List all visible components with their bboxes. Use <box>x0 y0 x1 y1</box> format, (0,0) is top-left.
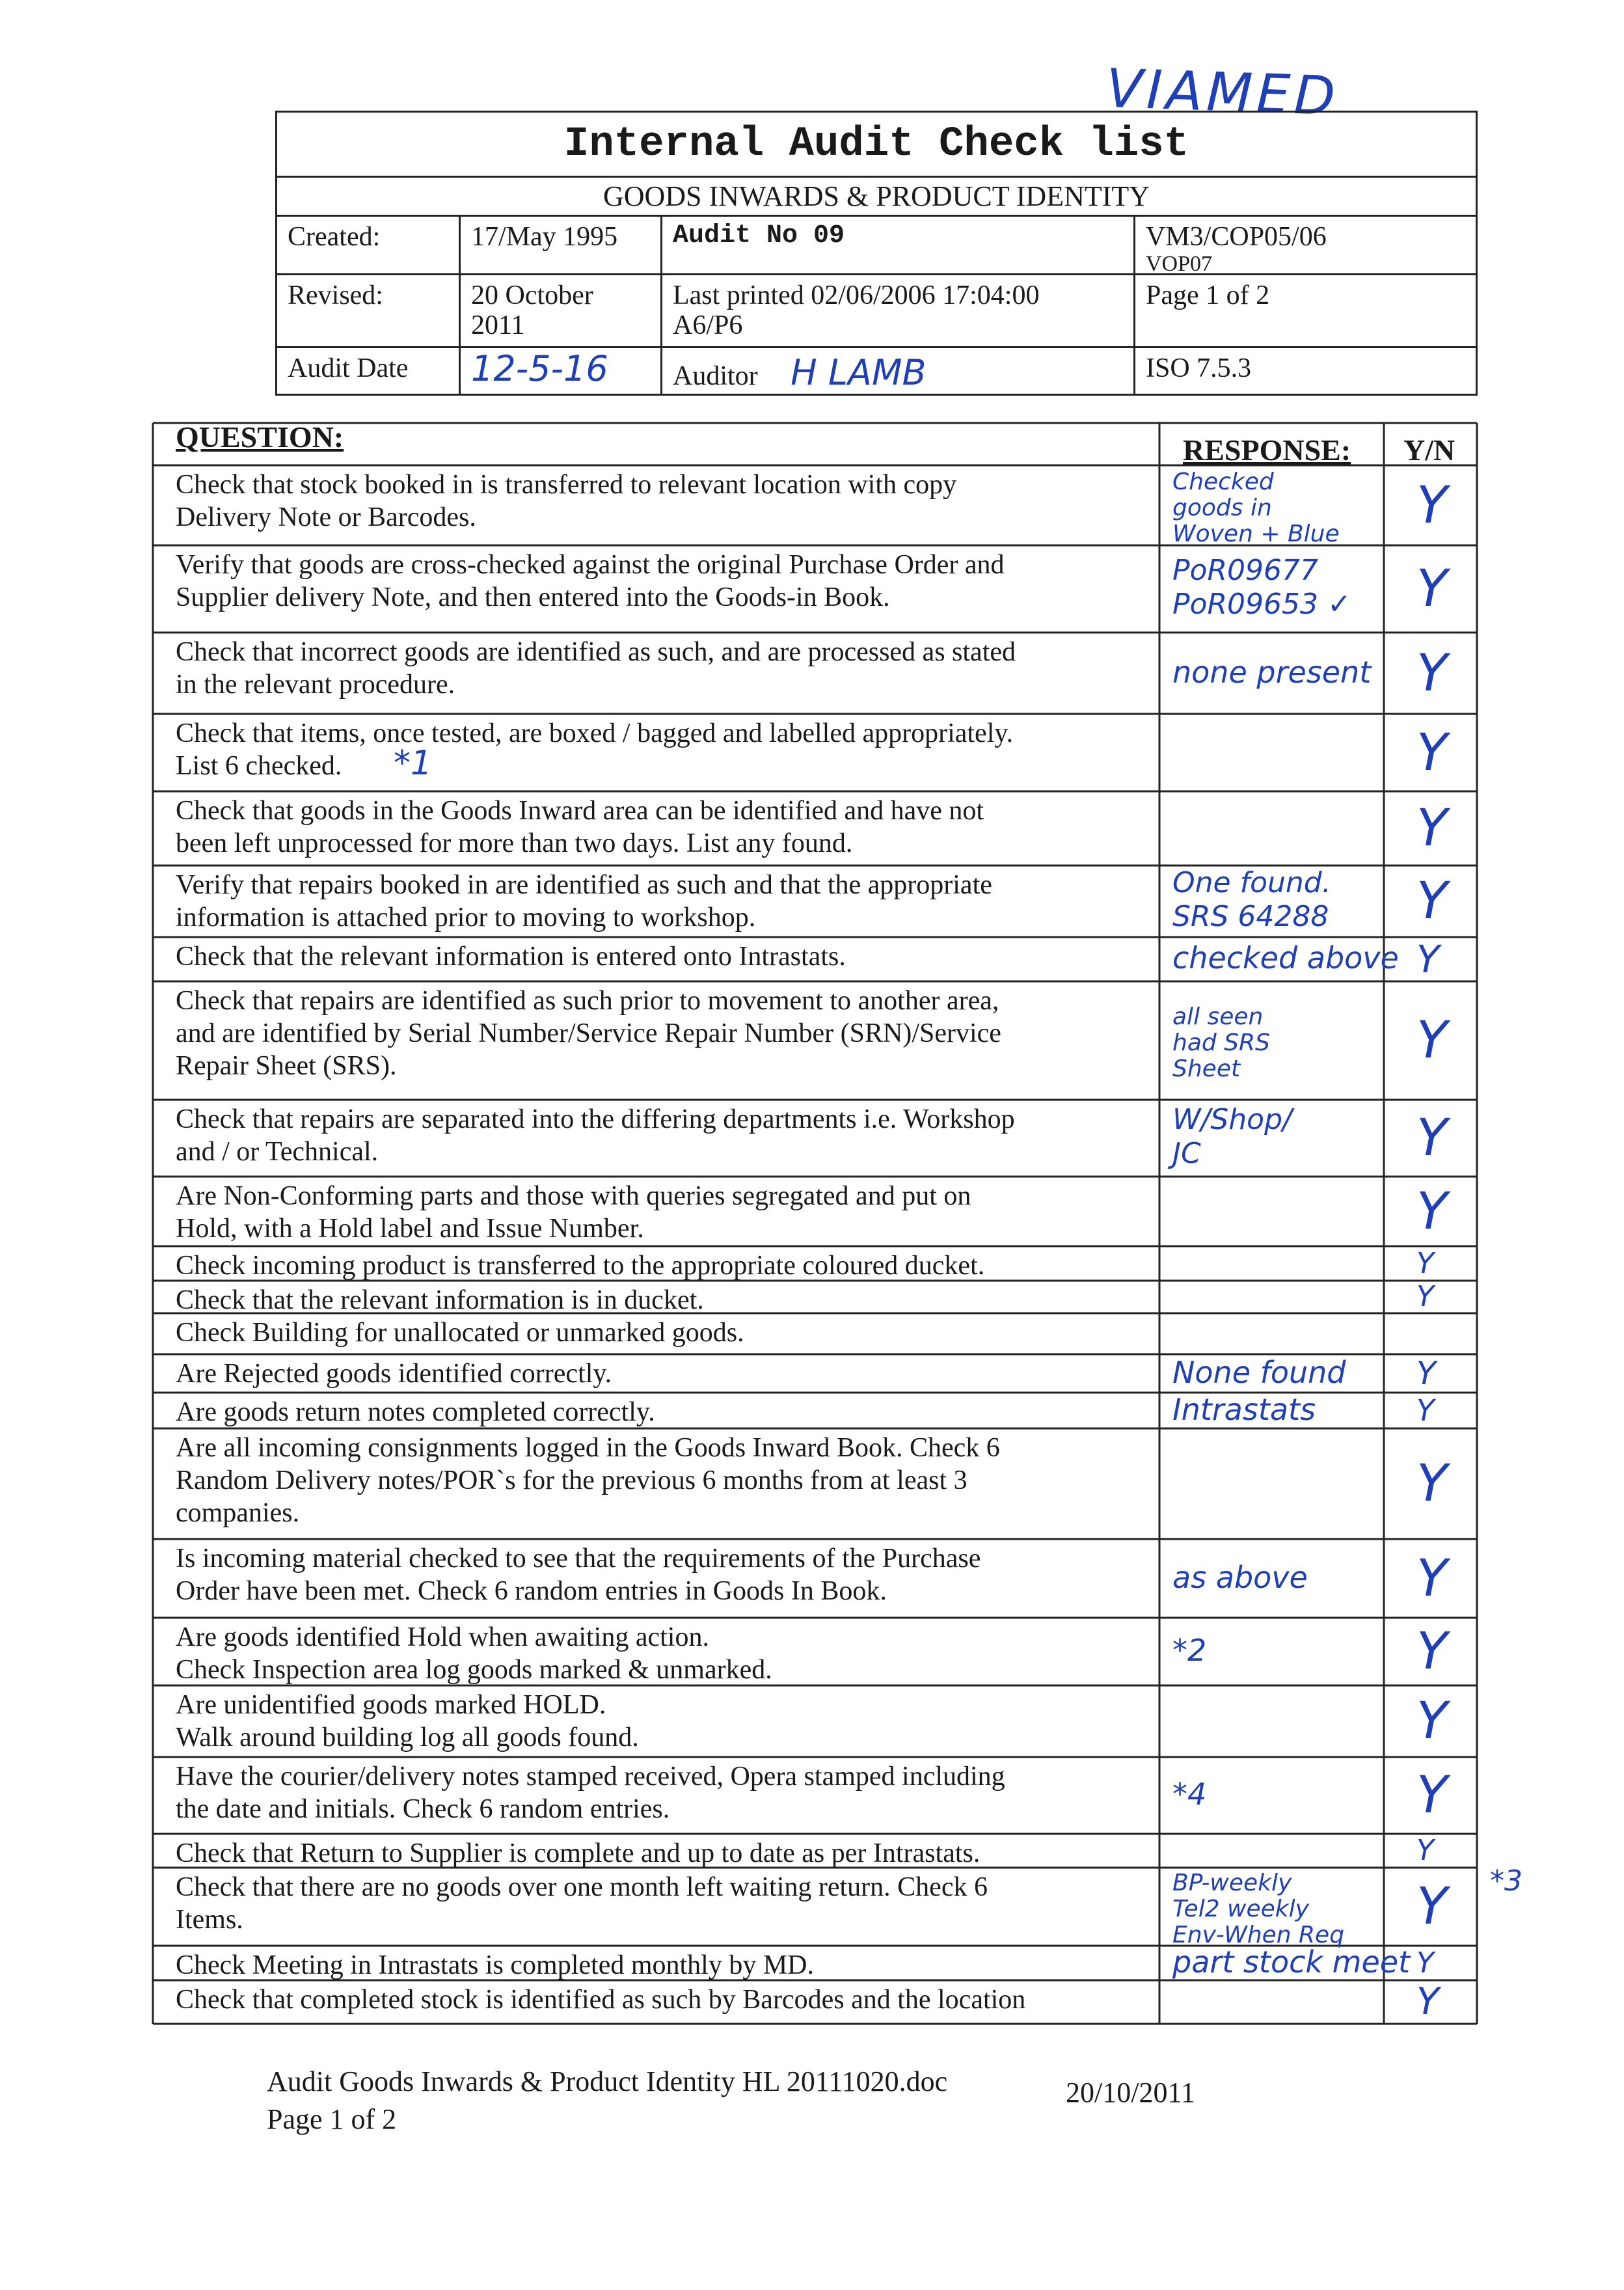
question-text: Have the courier/delivery notes stamped received, Opera stamped including <box>176 1762 1005 1792</box>
response-text: W/Shop/ <box>1172 1103 1292 1136</box>
question-text: and / or Technical. <box>176 1137 379 1167</box>
question-text: the date and initials. Check 6 random entries. <box>176 1794 670 1824</box>
response-text: Checked <box>1172 468 1274 495</box>
audit-number: Audit No 09 <box>662 217 1135 273</box>
yn-answer: Y <box>1416 872 1448 931</box>
question-text: Check that there are no goods over one month left waiting return. Check 6 <box>176 1872 988 1902</box>
footer <box>267 2063 947 2138</box>
yn-answer: Y <box>1416 1766 1448 1825</box>
yn-answer: Y <box>1416 1182 1448 1241</box>
iso-reference: ISO 7.5.3 <box>1146 353 1252 383</box>
response-text: *4 <box>1172 1777 1207 1812</box>
yn-answer: Y <box>1416 1355 1436 1392</box>
question-text: Are unidentified goods marked HOLD. <box>176 1690 606 1720</box>
document-title: Internal Audit Check list <box>277 113 1476 178</box>
header-row-audit-date <box>277 348 1476 394</box>
header-row-created <box>277 217 1476 275</box>
document-reference <box>1135 217 1476 277</box>
question-text: Delivery Note or Barcodes. <box>176 502 476 532</box>
yn-answer: Y <box>1416 476 1448 535</box>
yn-answer: Y <box>1416 1980 1439 2023</box>
footer-date: 20/10/2011 <box>1066 2077 1195 2108</box>
yn-answer: Y <box>1416 799 1448 858</box>
response-text: PoR09677 <box>1172 554 1318 587</box>
document-subtitle: GOODS INWARDS & PRODUCT IDENTITY <box>277 178 1476 217</box>
created-value: 17/May 1995 <box>461 217 662 273</box>
yn-answer: Y <box>1416 1692 1448 1751</box>
question-text: Verify that repairs booked in are identified as such and that the appropriate <box>176 870 992 900</box>
document-reference-1: VM3/COP05/06 <box>1146 222 1327 252</box>
created-label: Created: <box>277 217 461 273</box>
header-row-revised <box>277 275 1476 348</box>
question-text: Walk around building log all goods found. <box>176 1723 639 1752</box>
yn-answer: Y <box>1416 560 1448 618</box>
page-indicator: Page 1 of 2 <box>1146 280 1270 310</box>
audit-date-label: Audit Date <box>277 348 461 394</box>
question-text: Check that stock booked in is transferred to relevant location with copy <box>176 470 957 500</box>
last-printed <box>662 275 1135 346</box>
response-text: all seen <box>1172 1003 1264 1030</box>
yn-answer: Y <box>1416 1246 1434 1280</box>
last-printed-line-1: Last printed 02/06/2006 17:04:00 <box>673 280 1040 310</box>
response-text: One found. <box>1172 866 1331 899</box>
question-text: Is incoming material checked to see that the requirements of the Purchase <box>176 1544 981 1574</box>
question-text: Are all incoming consignments logged in the Goods Inward Book. Check 6 <box>176 1433 1000 1463</box>
question-text: Supplier delivery Note, and then entered into the Goods-in Book. <box>176 582 890 612</box>
document-reference-2: VOP07 <box>1146 252 1213 277</box>
response-text: BP-weekly <box>1172 1870 1292 1896</box>
yn-answer: Y <box>1416 1109 1448 1167</box>
question-text: Are goods identified Hold when awaiting action. <box>176 1622 709 1652</box>
footer-page: Page 1 of 2 <box>267 2103 397 2135</box>
yn-answer: Y <box>1416 1877 1448 1936</box>
response-text: Intrastats <box>1172 1391 1316 1427</box>
question-text: Repair Sheet (SRS). <box>176 1051 397 1081</box>
question-column-header: QUESTION: <box>176 420 344 454</box>
response-text: JC <box>1172 1137 1201 1170</box>
question-text: Check that repairs are identified as such prior to movement to another area, <box>176 986 999 1016</box>
yn-answer: Y <box>1416 1454 1448 1513</box>
question-text: Check Meeting in Intrastats is completed monthly by MD. <box>176 1950 815 1980</box>
question-text: Check that items, once tested, are boxed / bagged and labelled appropriately. <box>176 718 1014 748</box>
response-text: none present <box>1172 654 1372 690</box>
question-text: Are Rejected goods identified correctly. <box>176 1359 612 1389</box>
question-text: Items. <box>176 1905 243 1935</box>
response-text: part stock meet <box>1172 1944 1411 1980</box>
header-table <box>275 111 1478 396</box>
auditor-cell <box>662 348 1135 394</box>
yn-answer: Y <box>1416 644 1448 703</box>
response-text: SRS 64288 <box>1172 900 1329 933</box>
response-text: Tel2 weekly <box>1172 1896 1309 1922</box>
question-text: Check that goods in the Goods Inward area can be identified and have not <box>176 796 984 826</box>
revised-value-line-1: 20 October <box>471 280 593 310</box>
response-text: None found <box>1172 1354 1346 1390</box>
yn-answer: Y <box>1416 1393 1435 1428</box>
question-text: Check incoming product is transferred to the appropriate coloured ducket. <box>176 1251 985 1281</box>
question-text: in the relevant procedure. <box>176 670 455 700</box>
response-text: as above <box>1172 1559 1308 1595</box>
yn-answer: Y <box>1416 723 1448 782</box>
response-text: *2 <box>1172 1633 1207 1668</box>
response-text: checked above <box>1172 940 1399 975</box>
question-text: been left unprocessed for more than two days. List any found. <box>176 828 853 858</box>
yn-answer: Y <box>1416 1622 1448 1681</box>
yn-column-header: Y/N <box>1403 433 1455 467</box>
yn-answer: Y <box>1416 1011 1448 1070</box>
response-text: PoR09653 ✓ <box>1172 588 1351 621</box>
question-text: Check that repairs are separated into the differing departments i.e. Workshop <box>176 1104 1015 1134</box>
question-text: Hold, with a Hold label and Issue Number. <box>176 1214 644 1244</box>
handwritten-company-name: VIAMED <box>1105 57 1340 128</box>
yn-answer: Y <box>1416 1280 1434 1313</box>
response-column-header: RESPONSE: <box>1183 433 1351 467</box>
question-text: information is attached prior to moving to workshop. <box>176 903 756 933</box>
question-text: Order have been met. Check 6 random entries in Goods In Book. <box>176 1576 887 1606</box>
response-text: had SRS <box>1172 1029 1270 1056</box>
question-text: Check that the relevant information is in ducket. <box>176 1285 704 1315</box>
handwritten-note: *1 <box>394 744 433 783</box>
question-text: Check that completed stock is identified as such by Barcodes and the location <box>176 1985 1026 2015</box>
response-text: goods in <box>1172 494 1272 521</box>
auditor-label: Auditor <box>673 361 758 391</box>
yn-answer: Y <box>1416 937 1440 981</box>
footer-filename: Audit Goods Inwards & Product Identity HL 20111020.doc <box>267 2065 948 2097</box>
response-text: Env-When Req <box>1172 1922 1345 1948</box>
revised-value <box>461 275 662 346</box>
revised-value-line-2: 2011 <box>471 310 525 341</box>
revised-label: Revised: <box>277 275 461 346</box>
question-text: Check that incorrect goods are identified as such, and are processed as stated <box>176 637 1016 667</box>
question-text: Are goods return notes completed correctly. <box>176 1397 655 1427</box>
question-text: Check that the relevant information is entered onto Intrastats. <box>176 942 846 972</box>
question-text: List 6 checked. <box>176 751 342 781</box>
question-text: Check that Return to Supplier is complete and up to date as per Intrastats. <box>176 1838 981 1868</box>
margin-note: *3 <box>1490 1864 1522 1898</box>
last-printed-line-2: A6/P6 <box>673 310 743 341</box>
question-text: Are Non-Conforming parts and those with queries segregated and put on <box>176 1181 971 1211</box>
question-text: Verify that goods are cross-checked against the original Purchase Order and <box>176 550 1005 580</box>
response-text: Sheet <box>1172 1056 1241 1082</box>
question-text: and are identified by Serial Number/Service Repair Number (SRN)/Service <box>176 1018 1001 1048</box>
question-text: Check Inspection area log goods marked & unmarked. <box>176 1655 772 1685</box>
question-text: companies. <box>176 1498 300 1528</box>
audit-date-value: 12-5-16 <box>461 348 662 394</box>
auditor-value: H LAMB <box>791 352 927 393</box>
question-text: Random Delivery notes/POR`s for the previous 6 months from at least 3 <box>176 1465 968 1495</box>
response-text: Woven + Blue <box>1172 520 1340 547</box>
yn-answer: Y <box>1416 1834 1434 1867</box>
yn-answer: Y <box>1416 1946 1434 1980</box>
question-text: Check Building for unallocated or unmarked goods. <box>176 1318 744 1348</box>
yn-answer: Y <box>1416 1549 1448 1608</box>
